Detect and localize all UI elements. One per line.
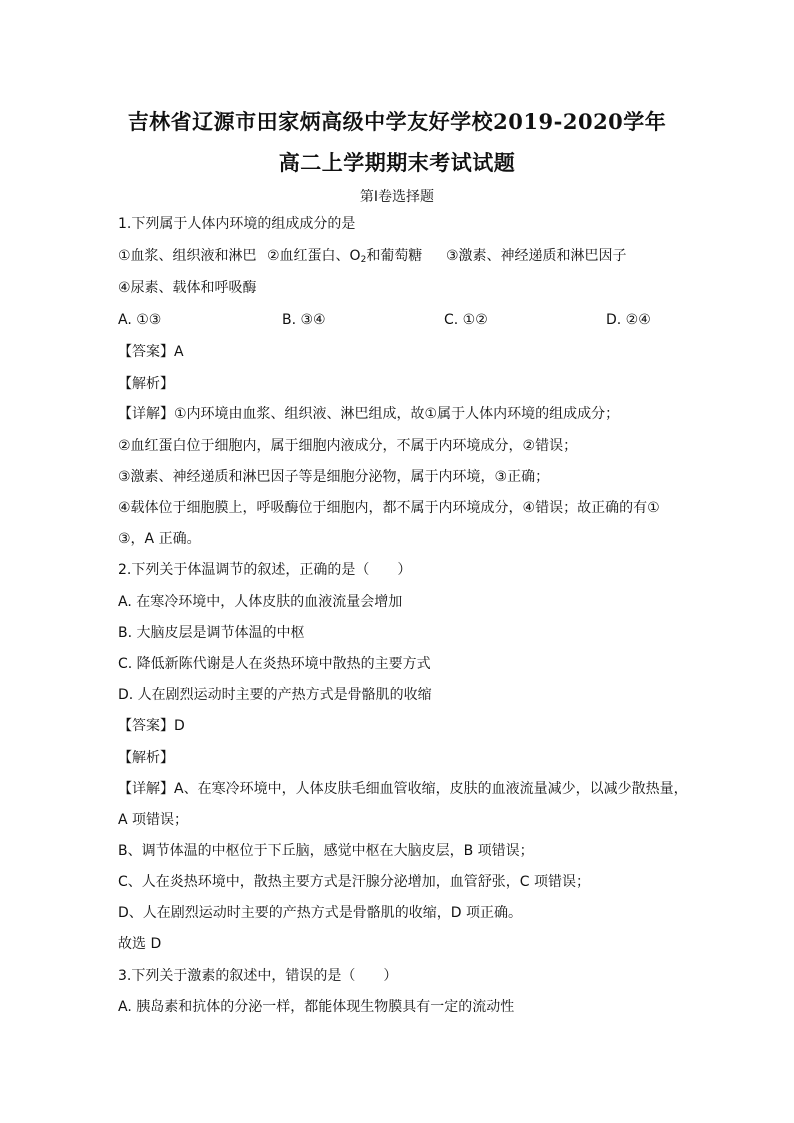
q3-stem: 3.下列关于激素的叙述中，错误的是（ ） — [118, 968, 398, 984]
q1-answer: 【答案】A — [118, 344, 184, 360]
q1-detail-line-5: ③，A 正确。 — [118, 531, 201, 547]
q1-option-b: B. ③④ — [282, 312, 326, 328]
document-title-line-2: 高二上学期期末考试试题 — [278, 150, 516, 175]
q3-option-a: A. 胰岛素和抗体的分泌一样，都能体现生物膜具有一定的流动性 — [118, 999, 515, 1015]
q2-detail-line-4: C、人在炎热环境中，散热主要方式是汗腺分泌增加，血管舒张，C 项错误； — [118, 874, 590, 890]
q2-detail-line-6: 故选 D — [118, 936, 162, 952]
q2-stem: 2.下列关于体温调节的叙述，正确的是（ ） — [118, 562, 412, 578]
q1-detail-line-1: 【详解】①内环境由血浆、组织液、淋巴组成，故①属于人体内环境的组成成分； — [118, 406, 620, 422]
q1-detail-line-3: ③激素、神经递质和淋巴因子等是细胞分泌物，属于内环境，③正确； — [118, 469, 550, 485]
q1-detail-line-4: ④载体位于细胞膜上，呼吸酶位于细胞内，都不属于内环境成分，④错误；故正确的有① — [118, 500, 660, 516]
q2-option-c: C. 降低新陈代谢是人在炎热环境中散热的主要方式 — [118, 656, 431, 672]
q2-option-d: D. 人在剧烈运动时主要的产热方式是骨骼肌的收缩 — [118, 687, 432, 703]
section-heading: 第Ⅰ卷选择题 — [359, 189, 435, 205]
q2-answer: 【答案】D — [118, 718, 185, 734]
q2-detail-line-5: D、人在剧烈运动时主要的产热方式是骨骼肌的收缩，D 项正确。 — [118, 905, 523, 921]
q2-analysis-heading: 【解析】 — [118, 750, 174, 766]
q1-item-4: ④尿素、载体和呼吸酶 — [118, 280, 257, 296]
q2-option-a: A. 在寒冷环境中，人体皮肤的血液流量会增加 — [118, 594, 403, 610]
q1-analysis-heading: 【解析】 — [118, 376, 174, 392]
q1-option-d: D. ②④ — [606, 312, 651, 328]
q2-detail-line-1: 【详解】A、在寒冷环境中，人体皮肤毛细血管收缩，皮肤的血液流量减少，以减少散热量， — [118, 781, 688, 797]
q1-option-a: A. ①③ — [118, 312, 162, 328]
q1-option-c: C. ①② — [444, 312, 488, 328]
q2-detail-line-3: B、调节体温的中枢位于下丘脑，感觉中枢在大脑皮层，B 项错误； — [118, 843, 534, 859]
q2-option-b: B. 大脑皮层是调节体温的中枢 — [118, 625, 305, 641]
q1-item-2: ②血红蛋白、$O_2$和葡萄糖 — [267, 248, 423, 265]
document-title-line-1: 吉林省辽源市田家炳高级中学友好学校2019-2020学年 — [127, 109, 667, 134]
q1-detail-line-2: ②血红蛋白位于细胞内，属于细胞内液成分，不属于内环境成分，②错误； — [118, 438, 578, 454]
q1-item-1: ①血浆、组织液和淋巴 — [118, 248, 257, 264]
q1-stem: 1.下列属于人体内环境的组成成分的是 — [118, 216, 356, 232]
q2-detail-line-2: A 项错误； — [118, 812, 189, 828]
q1-item-3: ③激素、神经递质和淋巴因子 — [446, 248, 627, 264]
